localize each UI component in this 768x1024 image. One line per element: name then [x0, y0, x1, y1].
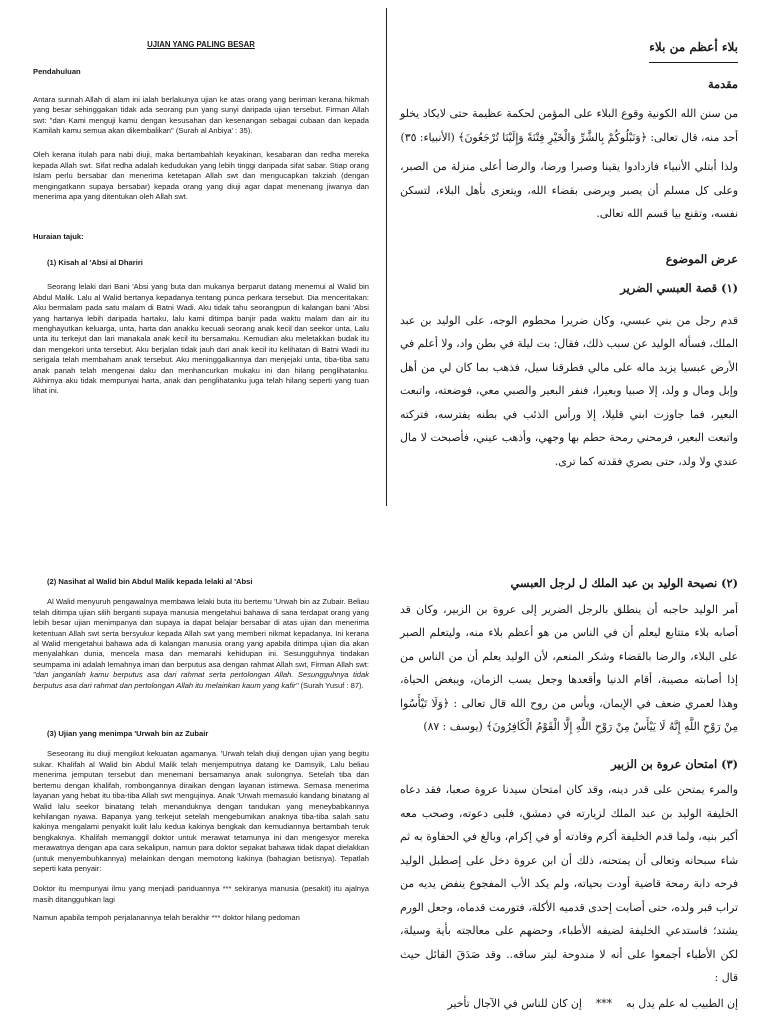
- arabic-column-1: [400, 36, 738, 491]
- story-1-paragraph: Seorang lelaki dari Bani 'Absi yang buta dan mukanya berparut datang menemui al Walid bin Abdul Malik. Lalu al Walid bertanya kepadanya tentang punca perkara tersebut. Dia menceritakan: Aku bermalam pada satu malam di Batni Wadi. Aku tidak tahu seorangpun di kalangan bani 'Absi yang hartanya lebih daripada hartaku, lalu kami ditimpa banjir pada waktu malam dan air itu menghayutkan keluarga, unta, harta dan anakku kecuali seorang anak kecil dan seekor unta, Lalu unta itu terkejut dan lari manakala anak kecil itu bersamaku. Kemudian aku meletakkan budak itu dan mengekori unta tersebut. Aku berjalan tidak jauh dari anak kecil itu kelihatan di Batni Wadi itu serigala telah membaham anak tersebut. Aku meninggalkannya dan menjejaki unta, tiba-tiba satu anak panah telah mengenai daku dan menhancurkan mukaku ini dan hilang penglihatanku. Akhirnya aku tidak mempunyai harta, anak dan penglihatanku juga telah hilang seperti yang tuan lihat ini.: [33, 282, 369, 396]
- malay-column-1: [33, 40, 369, 411]
- arabic-poem-hemistich-1: إن الطبيب له علم يدل به: [626, 996, 738, 1010]
- arabic-story-1-paragraph: قدم رجل من بني عبسي، وكان ضريرا محطوم الوجه، على الوليد بن عبد الملك، فسأله الوليد عن سبب ذلك، فقال: بت ليلة في بطن واد، ولا أعلم في الأرض عبسيا يزيد ماله على مالي فطرقنا سيل، فذهب بما كان لي من أهل وإبل ومال و ولد، إلا صبيا وبعيرا، فنفر البعير والصبي معي، فوضعته، واتبعت البعير، فما جاوزت ابني قليلا، إلا ورأس الذئب في بطنه يفترسه، فتركته واتبعت البعير، فرمحني رمحة حطم بها وجهي، وأذهب عيني، فأصبحت لا مال عندي ولا ولد، حتى بصري فقدته كما ترى.: [400, 313, 738, 468]
- arabic-column-2: [400, 572, 738, 1015]
- story-2-quote: "dan janganlah kamu berputus asa dari rahmat serta pertolongan Allah. Sesungguhnya tidak berputus asa dari rahmat dan pertolongan Allah itu melainkan kaum yang kafir": [33, 670, 369, 690]
- intro-heading: Pendahuluan: [33, 67, 81, 77]
- arabic-topic-heading: عرض الموضوع: [665, 251, 738, 266]
- arabic-subheading-2: (٢) نصيحة الوليد بن عبد الملك ل لرجل العبسي: [510, 576, 738, 590]
- arabic-intro-paragraph-2: ولذا أبتلي الأنبياء فازدادوا يقينا وصبرا ورضا، والرضا أعلى منزلة من الصبر، وعلى كل مسلم أن يصبر ويرضى بقضاء الله، ويتعزى بأهل البلاء، لتسكن نفسه، وتقنع بيا قسم الله تعالى.: [400, 160, 738, 220]
- arabic-poem-line: [400, 992, 738, 1016]
- poem-paragraph-2: Namun apabila tempoh perjalanannya telah berakhir *** doktor hilang pedoman: [33, 913, 300, 923]
- document-title: UJIAN YANG PALING BESAR: [147, 40, 255, 49]
- intro-paragraph-2: Oleh kerana itulah para nabi diuji, maka bertambahlah keyakinan, kesabaran dan redha mereka kepada Allah swt. Sifat redha adalah kedudukan yang lebih tinggi daripada sifat sabar. Stiap orang Islam perlu bersabar dan menerima ketetapan Allah swt dan mengucapkan takziah (dengan mengingatkann supaya bersabar) kepada orang yang diuji agar dapat menenang jiwanya dan menerima apa yang ditentukan oleh Allah swt.: [33, 150, 369, 202]
- story-2-paragraph: [33, 597, 369, 691]
- subheading-3: (3) Ujian yang menimpa 'Urwah bin az Zubair: [47, 729, 209, 739]
- arabic-story-3-paragraph: والمرء يمتحن على قدر دينه، وقد كان امتحان سيدنا عروة صعبا، فقد دعاه الخليفة الوليد بن عبد الملك لزيارته في دمشق، فلبى دعوته، وصحب معه أكبر بنيه، ولما قدم الخليفة أكرم وفادته أو في إكرام، وبالغ في الحفاوة به ثم شاء سبحانه وتعالى أن يمتحنه، ذلك أن ابن عروة دخل على إصطبل الوليد فرحه دابة رمحة قاضية أودت بحياته، ولم يكد الأب المفجوع ينفض يديه من تراب قبر ولده، حتى أصابت إحدى قدميه الأكلة، فتورمت قدماه، وجعل الورم يشتد؛ فاستدعي الخليفة لضيفه الأطباء، وحضهم على معالجته بأية وسيلة، لكن الأطباء أجمعوا على أنه لا مندوحة لبتر ساقه.. وقد صَدَقَ القائل حيث قال :: [400, 783, 738, 984]
- arabic-poem-separator: ***: [595, 996, 613, 1010]
- story-2-text-b: (Surah Yusuf : 87).: [298, 680, 364, 690]
- arabic-document-title: بلاء أعظم من بلاء: [649, 36, 738, 63]
- malay-column-2: [33, 577, 369, 938]
- arabic-intro-heading: مقدمة: [707, 76, 738, 91]
- story-2-text-a: Al Walid menyuruh pengawalnya membawa lelaki buta itu bertemu 'Urwah bin az Zubair. Beliau telah ditimpa ujian silih berganti supaya manusia mengetahui bahawa di sana terdapat orang yang lebih besar ujian menimpanya dan supaya ia dapat belajar bersabar di atas ujian dan menerima ketentuan Allah swt serta bersyukur kepada Allah swt yang memberi nikmat kepadanya. Ini kerana al Walid mengetahui bahawa ada di kalangan manusia orang yang apabila ditimpa ujian dia akan menyalahkan dunia, mencela masa dan memarahi kehidupan ini. Sesungguhnya tindakan seumpama ini adalah lemahnya iman dan berputus asa dengan rahmat Allah swt, Firman Allah swt:: [33, 597, 369, 669]
- arabic-poem-hemistich-2: إن كان للناس في الآجال تأخير: [447, 996, 582, 1010]
- arabic-intro-paragraph-1: من سنن الله الكونية وقوع البلاء على المؤمن لحكمة عظيمة حتى لايكاد يخلو أحد منه، قال تعالى: ﴿وَنَبْلُوكُمْ بِالشَّرِّ وَالْخَيْرِ فِتْنَةً وَإِلَيْنَا تُرْجَعُونَ﴾ (الأنبياء: ٣٥): [400, 107, 738, 144]
- page-section-2: [0, 560, 768, 1024]
- arabic-subheading-1: (١) قصة العبسي الضرير: [620, 281, 738, 295]
- column-divider-2: [386, 8, 387, 464]
- arabic-story-2-paragraph: أمر الوليد حاجبه أن ينطلق بالرجل الضرير إلى عروة بن الزبير، وكان قد أصابه بلاء متتابع ليعلم أن في الناس من هو أعظم بلاء منه، وليتعلم الصبر على البلاء، والرضا بالقضاء وشكر المنعم، لأن الوليد يعلم أن من الناس من إذا أصابته مصيبة، أقام الدنيا وأقعدها وجعل يسب الزمان، ويبغض الحياة، وهذا لعمري ضعف في الإيمان، ويأس من روح الله قال تعالى : ﴿وَلَا تَيْأَسُوا مِنْ رَوْحِ اللَّهِ إِنَّهُ لَا يَيْأَسُ مِنْ رَوْحِ اللَّهِ إِلَّا الْقَوْمُ الْكَافِرُونَ﴾ (يوسف : ٨٧): [400, 602, 738, 733]
- intro-paragraph-1: Antara sunnah Allah di alam ini ialah berlakunya ujian ke atas orang yang beriman kerana hikmah yang besar sehinggakan tidak ada seorang pun yang sunyi daripada ujian tersebut. Firman Allah swt: "dan Kami menguji kamu dengan kesusahan dan kesenangan sebagai cubaan dan kepada Kamilah kamu semua akan dikembalikan" (Surah al Anbiya' : 35).: [33, 94, 369, 136]
- huraian-heading: Huraian tajuk:: [33, 232, 84, 242]
- story-3-paragraph: Seseorang itu diuji mengikut kekuatan agamanya. 'Urwah telah diuji dengan ujian yang begitu sukar. Khalifah al Walid bin Abdul Malik telah menjemputnya datang ke Damsyik, Lalu beliau menerima jemputan tersebut dan menemani bersamanya anak sulongnya. Setelah tiba dan bertemu dengan khalifah, rombongannya diraikan dengan layanan istimewa. Semasa menerima layanan yang hebat itu tiba-tiba Allah swt mengujinya. Anak 'Urwah memasuki kandang binatang al Walid lalu seekor binatang telah menanduknya dengan tandukan yang meneybabkannya kehilangan nyawa. Bapanya yang terkejut setelah mengebumikan anaknya tiba-tiba salah satu kakinya mengalami penyakit kulit lalu kedua kakinya bengkak dan kemudiannya bertambah teruk bengkaknya. Khalifah memanggil doktor untuk merawat tetamunya ini dan mengesyor mereka merawatnya dengan apa cara sekalipun, namun para doktor sepakat bahawa tidak dapat dielakkan (untuk menyembuhkannya) melainkan dengan memotong kakinya (bahagian betisnya). Tepatlah seperti kata penyair:: [33, 749, 369, 873]
- subheading-2: (2) Nasihat al Walid bin Abdul Malik kepada lelaki al 'Absi: [47, 577, 253, 586]
- subheading-1: (1) Kisah al 'Absi al Dhariri: [47, 257, 143, 267]
- poem-paragraph: Doktor itu mempunyai ilmu yang menjadi panduannya *** sekiranya manusia (pesakit) itu ajalnya masih ditangguhkan lagi: [33, 884, 369, 904]
- arabic-subheading-3: (٣) امتحان عروة بن الزبير: [611, 756, 738, 771]
